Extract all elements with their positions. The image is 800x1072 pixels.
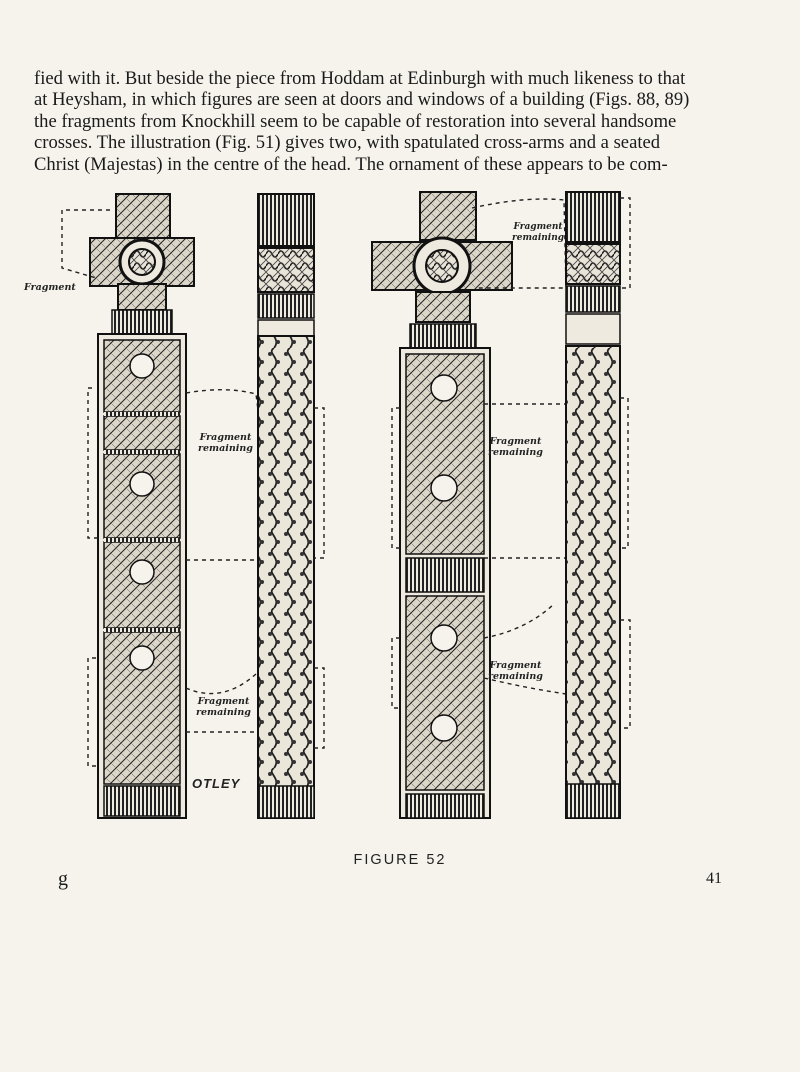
cross-two bbox=[372, 192, 566, 818]
label-fragment-remaining: Fragment remaining bbox=[196, 696, 251, 718]
figure-caption: FIGURE 52 bbox=[353, 852, 447, 868]
right-shaft bbox=[566, 192, 630, 818]
label-fragment-remaining: Fragment remaining bbox=[488, 660, 543, 682]
label-fragment-remaining: Fragment remaining bbox=[488, 436, 543, 458]
body-line: the fragments from Knockhill seem to be capable of restoration into several handsome bbox=[34, 110, 677, 132]
body-line: at Heysham, in which figures are seen at doors and windows of a building (Figs. 88, 89) bbox=[34, 89, 690, 111]
signature-mark: g bbox=[58, 868, 68, 890]
cross-one bbox=[62, 194, 260, 818]
otley-shaft bbox=[258, 194, 324, 818]
body-paragraph bbox=[34, 68, 774, 175]
label-fragment-remaining: Fragment remaining bbox=[512, 222, 565, 243]
cross-illustration bbox=[26, 188, 646, 850]
label-otley: OTLEY bbox=[192, 776, 241, 791]
cross-drawing bbox=[26, 188, 646, 850]
body-line: Christ (Majestas) in the centre of the head. The ornament of these appears to be com- bbox=[34, 153, 668, 175]
body-line: crosses. The illustration (Fig. 51) gives two, with spatulated cross-arms and a seated bbox=[34, 132, 661, 154]
page-number: 41 bbox=[706, 870, 722, 887]
body-line: fied with it. But beside the piece from Hoddam at Edinburgh with much likeness to that bbox=[34, 68, 686, 89]
label-fragment: Fragment bbox=[24, 282, 76, 293]
label-fragment-remaining: Fragment remaining bbox=[198, 432, 253, 454]
